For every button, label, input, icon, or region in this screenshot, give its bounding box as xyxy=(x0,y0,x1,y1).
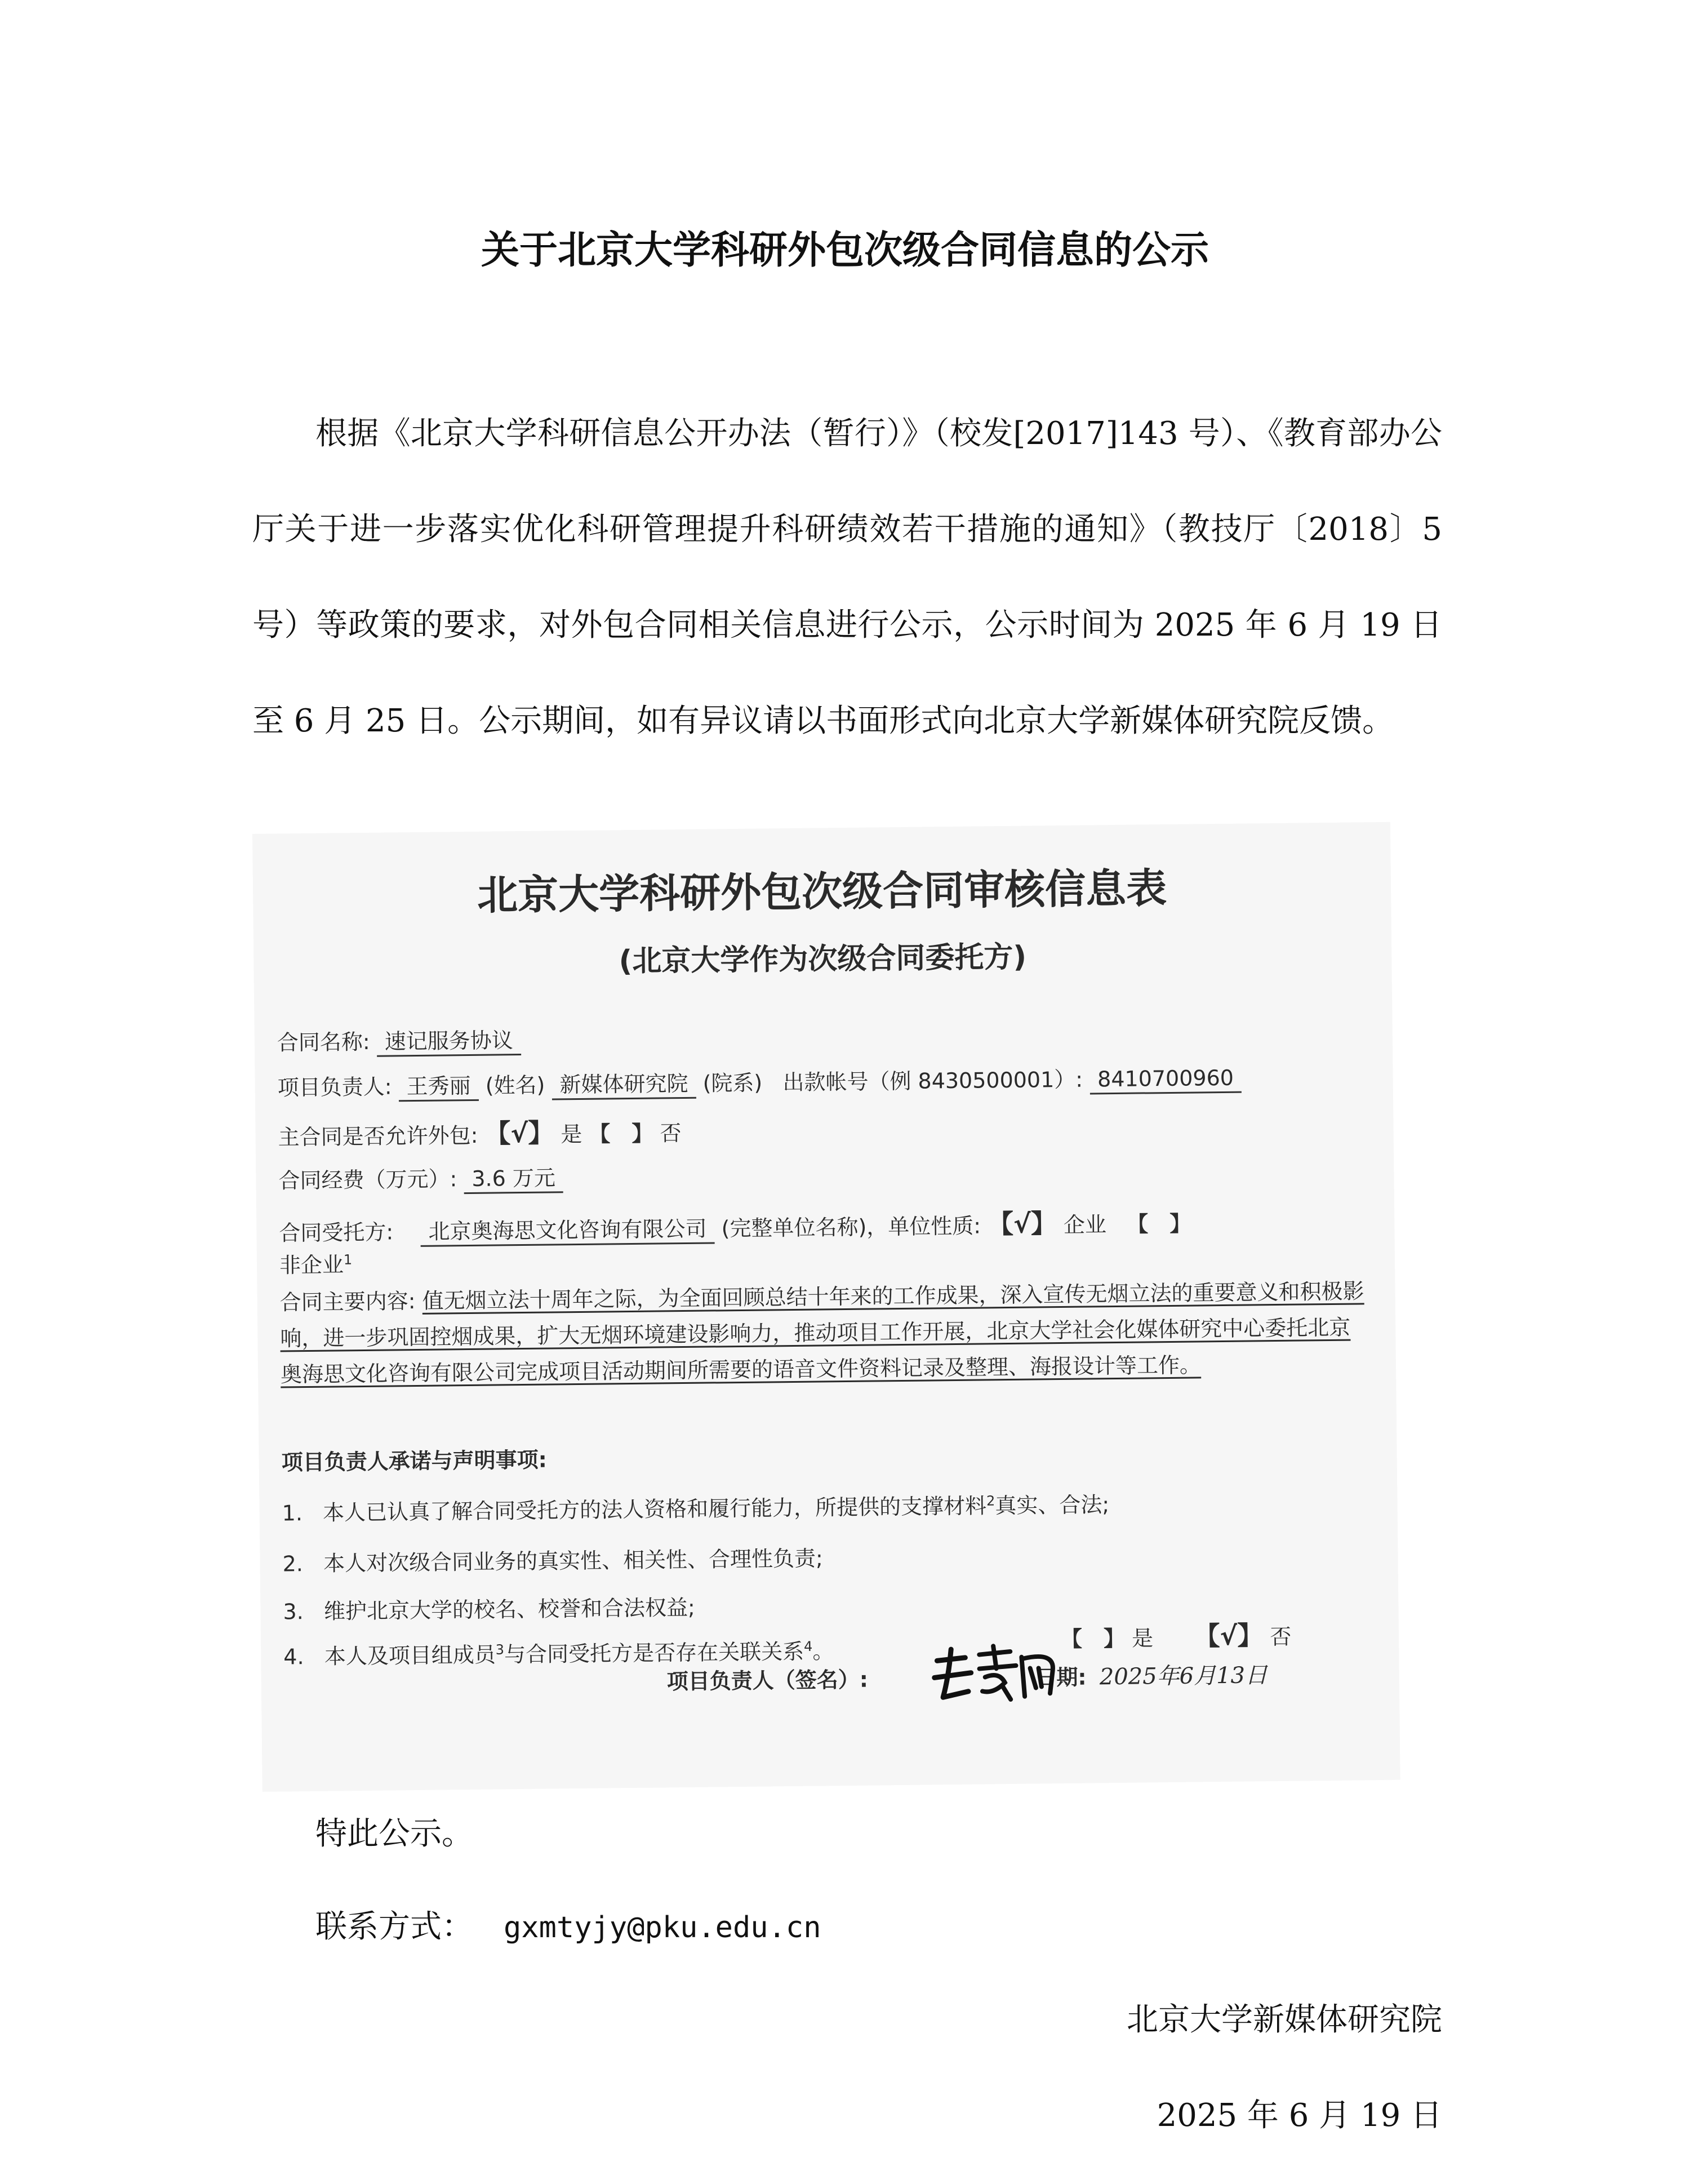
form-title: 北京大学科研外包次级合同审核信息表 xyxy=(477,864,1167,919)
contract-name-row xyxy=(277,1023,521,1057)
contract-name-label: 合同名称: xyxy=(277,1029,370,1055)
leader-name-tag: (姓名) xyxy=(485,1072,545,1098)
statement-number: 4. xyxy=(283,1644,304,1670)
outsource-yes-box: 【√】 xyxy=(484,1117,554,1149)
leader-label: 项目负责人: xyxy=(277,1074,392,1100)
scanned-form xyxy=(252,822,1400,1792)
outsource-no-label: 否 xyxy=(660,1121,682,1146)
non-enterprise-label: 非企业 xyxy=(279,1252,344,1278)
statement-number: 1. xyxy=(282,1501,303,1526)
contractor-tag: (完整单位名称)，单位性质: xyxy=(721,1213,981,1241)
contact-email[interactable]: gxmtyjy@pku.edu.cn xyxy=(504,1911,821,1945)
statement-tail: 与合同受托方是否存在关联关系 xyxy=(504,1639,804,1667)
statement-text: 维护北京大学的校名、校誉和合法权益; xyxy=(323,1595,695,1624)
statement-3 xyxy=(283,1590,695,1626)
leader-name: 王秀丽 xyxy=(398,1073,479,1102)
sign-date: 2025年6月13日 xyxy=(1099,1662,1268,1690)
statement-tail: 真实、合法; xyxy=(995,1492,1110,1519)
statement-number: 2. xyxy=(282,1551,304,1577)
statement-text: 本人已认真了解合同受托方的法人资格和履行能力，所提供的支撑材料 xyxy=(322,1493,987,1525)
account-value: 8410700960 xyxy=(1089,1066,1242,1095)
contractor-row xyxy=(279,1202,1191,1249)
statement-text: 本人对次级合同业务的真实性、相关性、合理性负责; xyxy=(323,1546,824,1576)
leader-row xyxy=(277,1060,1242,1102)
contract-name-value: 速记服务协议 xyxy=(377,1028,522,1057)
outsource-yes-label: 是 xyxy=(561,1121,582,1147)
statement-2 xyxy=(282,1541,823,1577)
contractor-label: 合同受托方: xyxy=(279,1219,394,1246)
intro-paragraph: 根据《北京大学科研信息公开办法（暂行）》（校发[2017]143 号）、《教育部办公厅关于进一步落实优化科研管理提升科研绩效若干措施的通知》（教技厅〔2018〕5 号）等政策的要求，对外包合同相关信息进行公示，公示时间为 2025 年 6 月 19 日至 6 月 25 日。公示期间，如有异议请以书面形式向北京大学新媒体研究院反馈。 xyxy=(252,415,1442,739)
statement-1 xyxy=(282,1487,1109,1526)
statement-text: 本人及项目组成员 xyxy=(324,1642,496,1669)
statement-4: 4. 本人及项目组成员$^3$与合同受托方是否存在关联关系$^4$。 xyxy=(283,1639,834,1670)
statement-number: 3. xyxy=(283,1599,304,1624)
contact-row xyxy=(315,1902,821,1947)
date-label: 日期: xyxy=(1035,1664,1087,1690)
contact-label: 联系方式： xyxy=(315,1908,473,1945)
outsource-label: 主合同是否允许外包: xyxy=(278,1122,478,1150)
department-tag: (院系) xyxy=(702,1070,763,1096)
relation-no-label: 否 xyxy=(1270,1624,1292,1650)
relation-yes-label: 是 xyxy=(1131,1626,1154,1651)
relation-no-box: 【√】 xyxy=(1194,1620,1264,1652)
form-subtitle: (北京大学作为次级合同委托方) xyxy=(619,940,1027,979)
content-block xyxy=(279,1273,1368,1392)
department-value: 新媒体研究院 xyxy=(552,1071,696,1100)
sign-label: 项目负责人（签名）: xyxy=(666,1667,869,1694)
non-enterprise-note: 1 xyxy=(343,1251,353,1268)
publication-date: 2025 年 6 月 19 日 xyxy=(1157,2097,1442,2134)
signing-organization: 北京大学新媒体研究院 xyxy=(1127,2001,1442,2038)
content-value: 值无烟立法十周年之际，为全面回顾总结十年来的工作成果，深入宣传无烟立法的重要意义和积极影响，进一步巩固控烟成果，扩大无烟环境建设影响力，推动项目工作开展，北京大学社会化媒体研究中心委托北京奥海思文化咨询有限公司完成项目活动期间所需要的语音文件资料记录及整理、海报设计等工作。 xyxy=(280,1279,1364,1387)
non-enterprise-row xyxy=(279,1247,353,1279)
account-label: 出款帐号（例 8430500001）: xyxy=(782,1067,1083,1095)
contractor-value: 北京奥海思文化咨询有限公司 xyxy=(420,1216,715,1246)
relation-note: 4 xyxy=(803,1639,813,1655)
fee-label: 合同经费（万元）: xyxy=(278,1166,457,1193)
statement-heading: 项目负责人承诺与声明事项: xyxy=(281,1447,548,1475)
closing-text: 特此公示。 xyxy=(315,1815,473,1852)
fee-value: 3.6 万元 xyxy=(464,1165,563,1194)
relation-yes-box: 【 】 xyxy=(1060,1626,1126,1652)
relation-choice xyxy=(1061,1615,1292,1654)
content-label: 合同主要内容: xyxy=(279,1289,416,1315)
statement-note: 2 xyxy=(986,1493,995,1509)
outsource-row xyxy=(278,1111,682,1152)
enterprise-box: 【√】 xyxy=(987,1208,1057,1240)
non-enterprise-box: 【 】 xyxy=(1126,1211,1191,1237)
fee-row xyxy=(278,1160,563,1194)
handwritten-signature xyxy=(926,1637,1067,1706)
page-title: 关于北京大学科研外包次级合同信息的公示 xyxy=(481,228,1209,273)
outsource-no-box: 【 】 xyxy=(589,1121,653,1147)
enterprise-label: 企业 xyxy=(1063,1212,1107,1237)
statement-note: 3 xyxy=(495,1641,505,1658)
